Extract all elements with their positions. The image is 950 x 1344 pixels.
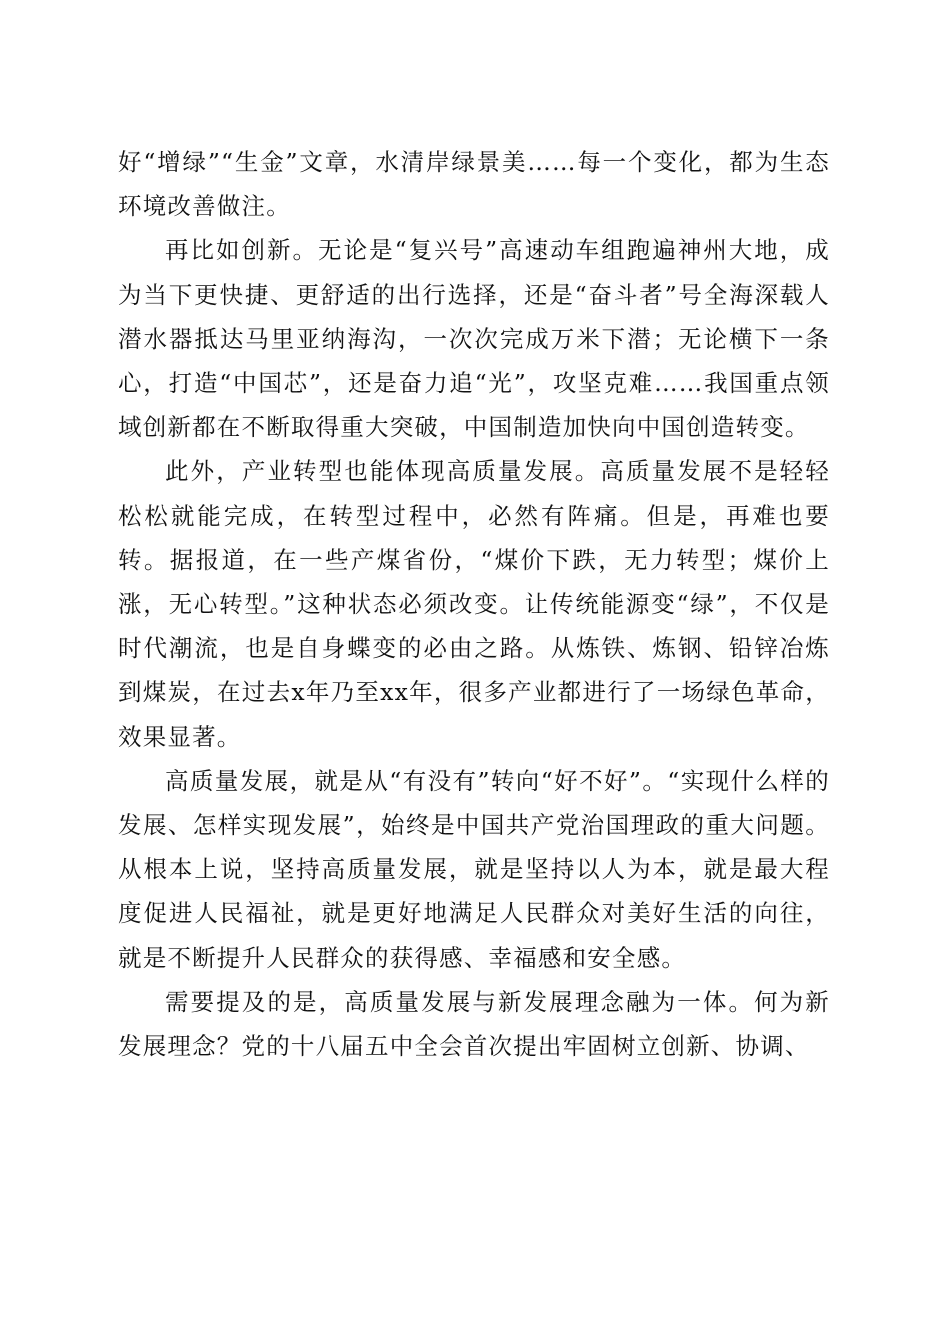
paragraph-innovation: 再比如创新。无论是“复兴号”高速动车组跑遍神州大地，成为当下更快捷、更舒适的出行选择，还是“奋斗者”号全海深载人潜水器抵达马里亚纳海沟，一次次完成万米下潜；无论横下一条心，打造“中国芯”，还是奋力追“光”，攻坚克难……我国重点领域创新都在不断取得重大突破，中国制造加快向中国创造转变。 [118, 236, 830, 442]
paragraph-continuation: 好“增绿”“生金”文章，水清岸绿景美……每一个变化，都为生态环境改善做注。 [118, 148, 830, 221]
document-body [118, 140, 830, 1068]
paragraph-new-development-concept: 需要提及的是，高质量发展与新发展理念融为一体。何为新发展理念？党的十八届五中全会首次提出牢固树立创新、协调、 [118, 987, 830, 1061]
paragraph-industrial-transformation: 此外，产业转型也能体现高质量发展。高质量发展不是轻轻松松就能完成，在转型过程中，必然有阵痛。但是，再难也要转。据报道，在一些产煤省份，“煤价下跌，无力转型；煤价上涨，无心转型。”这种状态必须改变。让传统能源变“绿”，不仅是时代潮流，也是自身蝶变的必由之路。从炼铁、炼钢、铅锌冶炼到煤炭，在过去x年乃至xx年，很多产业都进行了一场绿色革命，效果显著。 [118, 457, 830, 751]
paragraph-high-quality-development: 高质量发展，就是从“有没有”转向“好不好”。“实现什么样的发展、怎样实现发展”，始终是中国共产党治国理政的重大问题。从根本上说，坚持高质量发展，就是坚持以人为本，就是最大程度促进人民福祉，就是更好地满足人民群众对美好生活的向往，就是不断提升人民群众的获得感、幸福感和安全感。 [118, 766, 830, 972]
